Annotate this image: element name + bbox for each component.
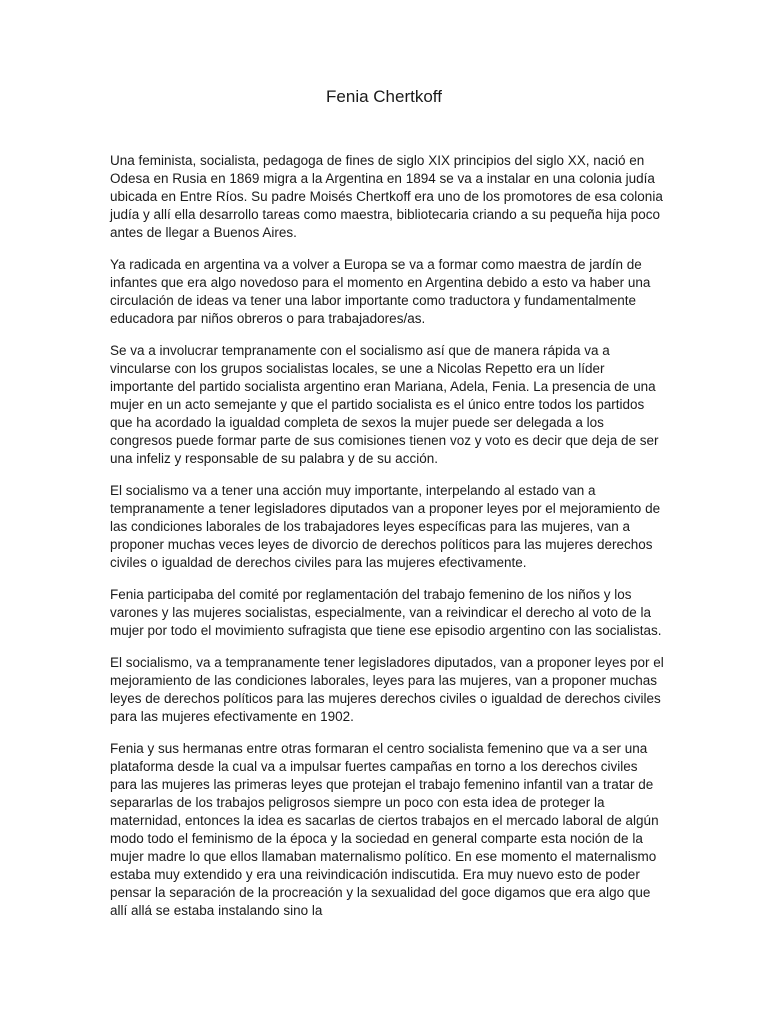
document-title: Fenia Chertkoff [326,87,442,106]
paragraph-4: El socialismo va a tener una acción muy importante, interpelando al estado van a tempranamente a tener legisladores diputados van a proponer leyes por el mejoramiento de las condiciones laborales de los trabajadores leyes específicas para las mujeres, van a proponer muchas veces leyes de divorcio de derechos políticos para las mujeres derechos civiles o igualdad de derechos civiles para las mujeres efectivamente. [110,483,661,570]
paragraph-7: Fenia y sus hermanas entre otras formaran el centro socialista femenino que va a ser una plataforma desde la cual va a impulsar fuertes campañas en torno a los derechos civiles para las mujeres las primeras leyes que protejan el trabajo femenino infantil van a tratar de separarlas de los trabajos peligrosos siempre un poco con esta idea de proteger la maternidad, entonces la idea es sacarlas de ciertos trabajos en el mercado laboral de algún modo todo el feminismo de la época y la sociedad en general comparte esta noción de la mujer madre lo que ellos llamaban maternalismo político. En ese momento el maternalismo estaba muy extendido y era una reivindicación indiscutida. Era muy nuevo esto de poder pensar la separación de la procreación y la sexualidad del goce digamos que era algo que allí allá se estaba instalando sino la [110,741,659,918]
paragraph-6: El socialismo, va a tempranamente tener legisladores diputados, van a proponer leyes por el mejoramiento de las condiciones laborales, leyes para las mujeres, van a proponer muchas leyes de derechos políticos para las mujeres derechos civiles o igualdad de derechos civiles para las mujeres efectivamente en 1902. [110,655,664,724]
paragraph-1: Una feminista, socialista, pedagoga de fines de siglo XIX principios del siglo XX, nació en Odesa en Rusia en 1869 migra a la Argentina en 1894 se va a instalar en una colonia judía ubicada en Entre Ríos. Su padre Moisés Chertkoff era uno de los promotores de esa colonia judía y allí ella desarrollo tareas como maestra, bibliotecaria criando a su pequeña hija poco antes de llegar a Buenos Aires. [110,153,663,240]
paragraph-3: Se va a involucrar tempranamente con el socialismo así que de manera rápida va a vincularse con los grupos socialistas locales, se une a Nicolas Repetto era un líder importante del partido socialista argentino eran Mariana, Adela, Fenia. La presencia de una mujer en un acto semejante y que el partido socialista es el único entre todos los partidos que ha acordado la igualdad completa de sexos la mujer puede ser delegada a los congresos puede formar parte de sus comisiones tienen voz y voto es decir que deja de ser una infeliz y responsable de su palabra y de su acción. [110,343,659,466]
document-body [110,152,666,934]
paragraph-5: Fenia participaba del comité por reglamentación del trabajo femenino de los niños y los varones y las mujeres socialistas, especialmente, van a reivindicar el derecho al voto de la mujer por todo el movimiento sufragista que tiene ese episodio argentino con las socialistas. [110,587,662,638]
paragraph-2: Ya radicada en argentina va a volver a Europa se va a formar como maestra de jardín de infantes que era algo novedoso para el momento en Argentina debido a esto va haber una circulación de ideas va tener una labor importante como traductora y fundamentalmente educadora par niños obreros o para trabajadores/as. [110,257,651,326]
